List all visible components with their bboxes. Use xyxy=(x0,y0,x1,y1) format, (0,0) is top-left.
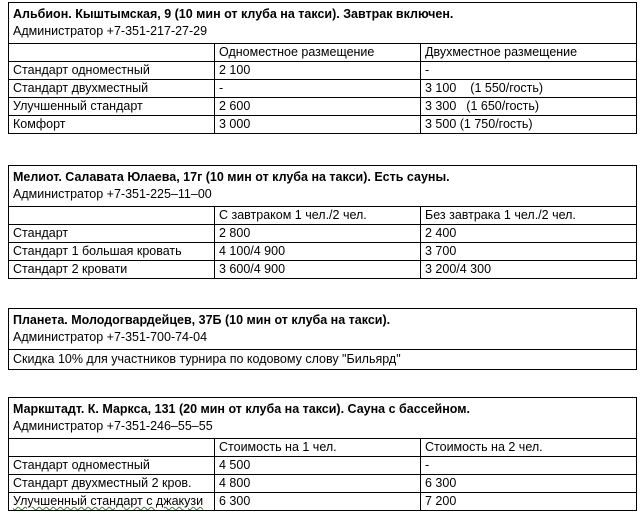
room-type: Стандарт 2 кровати xyxy=(9,261,215,279)
hotel-header xyxy=(9,3,637,44)
room-type: Комфорт xyxy=(9,116,215,134)
meliot-table xyxy=(8,165,637,279)
room-type: Стандарт одноместный xyxy=(9,62,215,80)
hotel-name: Мелиот. Салавата Юлаева, 17г (10 мин от клуба на такси). Есть сауны. xyxy=(13,170,450,184)
column-header-row xyxy=(9,439,637,457)
table-header-row xyxy=(9,3,637,44)
table-row xyxy=(9,225,637,243)
room-type: Стандарт одноместный xyxy=(9,457,215,475)
per-guest-price: (1 650/гость) xyxy=(466,99,540,113)
table-row xyxy=(9,62,637,80)
table-row xyxy=(9,493,637,511)
price-cell: 3 500 (1 750/гость) xyxy=(421,116,637,134)
price-cell: 2 800 xyxy=(215,225,421,243)
per-guest-price: (1 550/гость) xyxy=(470,81,544,95)
room-type: Стандарт двухместный 2 кров. xyxy=(9,475,215,493)
planeta-table xyxy=(8,308,637,370)
room-type: Стандарт 1 большая кровать xyxy=(9,243,215,261)
room-type xyxy=(9,493,215,511)
price-cell: 2 400 xyxy=(421,225,637,243)
price-cell: - xyxy=(215,80,421,98)
column-header: Стоимость на 2 чел. xyxy=(421,439,637,457)
table-row xyxy=(9,80,637,98)
room-type: Стандарт двухместный xyxy=(9,80,215,98)
table-row xyxy=(9,457,637,475)
price-cell: 3 600/4 900 xyxy=(215,261,421,279)
price-cell: 6 300 xyxy=(215,493,421,511)
price-cell: - xyxy=(421,62,637,80)
column-header-row xyxy=(9,207,637,225)
discount-note: Скидка 10% для участников турнира по кодовому слову "Бильярд" xyxy=(9,350,637,370)
hotel-admin-phone: Администратор +7-351-700-74-04 xyxy=(13,330,208,344)
table-header-row xyxy=(9,398,637,439)
price-cell: 4 100/4 900 xyxy=(215,243,421,261)
price-cell: 4 800 xyxy=(215,475,421,493)
column-header: Одноместное размещение xyxy=(215,44,421,62)
table-row xyxy=(9,475,637,493)
hotel-markshtadt xyxy=(8,397,636,511)
hotel-header xyxy=(9,309,637,350)
price-cell: 4 500 xyxy=(215,457,421,475)
table-header-row xyxy=(9,166,637,207)
hotel-name: Маркштадт. К. Маркса, 131 (20 мин от клуба на такси). Сауна с бассейном. xyxy=(13,402,470,416)
hotel-name: Планета. Молодогвардейцев, 37Б (10 мин от клуба на такси). xyxy=(13,313,391,327)
column-header-empty xyxy=(9,207,215,225)
albion-table xyxy=(8,2,637,134)
price-cell xyxy=(421,80,637,98)
price-value: 3 100 xyxy=(425,81,457,95)
price-cell: 6 300 xyxy=(421,475,637,493)
room-type: Стандарт xyxy=(9,225,215,243)
hotel-planeta xyxy=(8,308,636,370)
hotel-admin-phone: Администратор +7-351-217-27-29 xyxy=(13,24,208,38)
price-cell: 2 600 xyxy=(215,98,421,116)
price-cell: 2 100 xyxy=(215,62,421,80)
table-row xyxy=(9,98,637,116)
table-row xyxy=(9,350,637,370)
table-row xyxy=(9,243,637,261)
column-header: Двухместное размещение xyxy=(421,44,637,62)
hotel-header xyxy=(9,398,637,439)
hotel-albion xyxy=(8,2,636,134)
table-row xyxy=(9,116,637,134)
price-value: 3 300 xyxy=(425,99,457,113)
column-header: С завтраком 1 чел./2 чел. xyxy=(215,207,421,225)
price-cell: 3 200/4 300 xyxy=(421,261,637,279)
price-cell: 3 700 xyxy=(421,243,637,261)
price-cell: - xyxy=(421,457,637,475)
hotel-admin-phone: Администратор +7-351-225–11–00 xyxy=(13,187,212,201)
price-cell: 7 200 xyxy=(421,493,637,511)
price-cell: 3 000 xyxy=(215,116,421,134)
table-header-row xyxy=(9,309,637,350)
column-header-row xyxy=(9,44,637,62)
hotel-meliot xyxy=(8,165,636,279)
hotel-admin-phone: Администратор +7-351-246–55–55 xyxy=(13,419,213,433)
table-row xyxy=(9,261,637,279)
hotel-header xyxy=(9,166,637,207)
column-header-empty xyxy=(9,439,215,457)
room-type-text: Улучшенный стандарт с джакузи xyxy=(13,494,204,508)
hotel-name: Альбион. Кыштымская, 9 (10 мин от клуба на такси). Завтрак включен. xyxy=(13,7,454,21)
room-type: Улучшенный стандарт xyxy=(9,98,215,116)
markshtadt-table xyxy=(8,397,637,511)
column-header: Без завтрака 1 чел./2 чел. xyxy=(421,207,637,225)
price-cell xyxy=(421,98,637,116)
column-header-empty xyxy=(9,44,215,62)
column-header: Стоимость на 1 чел. xyxy=(215,439,421,457)
